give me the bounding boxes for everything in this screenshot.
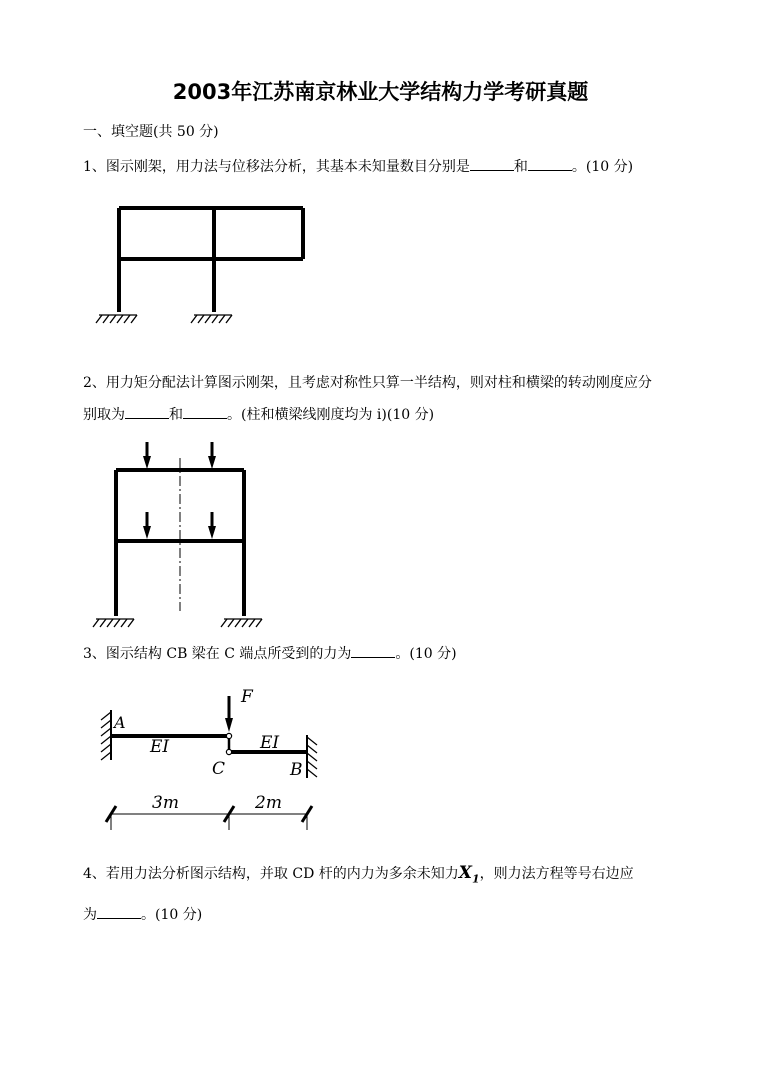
load-arrow-top-right [208, 442, 216, 469]
unknown-x1: $X_1$ [458, 863, 480, 886]
question-4-line1-end: ，则力法方程等号右边应 [479, 866, 634, 882]
hinge-lower [226, 749, 231, 754]
question-1-mid: 和 [513, 159, 528, 175]
label-b: B [290, 760, 303, 780]
frame-members [119, 208, 303, 312]
answer-blank-2b [183, 406, 227, 419]
wall-left [101, 710, 111, 760]
load-arrow-mid-right [208, 512, 216, 539]
answer-blank-1a [470, 158, 514, 171]
question-2-start: 别取为 [83, 407, 125, 423]
question-4-line-2 [83, 904, 202, 924]
answer-blank-3 [351, 645, 395, 658]
question-2-end: 。(柱和横梁线刚度均为 i)(10 分) [227, 407, 435, 423]
answer-blank-2a [125, 406, 169, 419]
figure-3-beam [90, 680, 330, 840]
fixed-support-right [191, 315, 232, 323]
question-3 [83, 643, 457, 663]
question-1-text: 1、图示刚架，用力法与位移法分析，其基本未知量数目分别是 [83, 159, 470, 175]
hinge-upper [226, 733, 231, 738]
question-3-text: 3、图示结构 CB 梁在 C 端点所受到的力为 [83, 646, 352, 662]
figure-2-frame [88, 436, 263, 631]
label-f: F [241, 687, 253, 707]
answer-blank-1b [528, 158, 572, 171]
fixed-support-right [221, 619, 262, 627]
question-4-line-1 [83, 863, 634, 885]
question-2-line-2 [83, 404, 434, 424]
dimension-2m: 2m [255, 793, 282, 813]
wall-right [307, 735, 317, 778]
page-title: 2003年江苏南京林业大学结构力学考研真题 [172, 80, 589, 104]
question-2-mid: 和 [169, 407, 183, 423]
load-arrow-top-left [143, 442, 151, 469]
label-ei-right: EI [260, 733, 280, 753]
question-4-start: 为 [83, 907, 97, 923]
question-3-end: 。(10 分) [395, 646, 457, 662]
fixed-support-left [93, 619, 134, 627]
label-ei-left: EI [150, 737, 170, 757]
question-4-end: 。(10 分) [141, 907, 203, 923]
question-2-line-1: 2、用力矩分配法计算图示刚架，且考虑对称性只算一半结构，则对柱和横梁的转动刚度应分 [83, 375, 652, 391]
section-heading: 一、填空题(共 50 分) [83, 124, 219, 140]
load-arrow-mid-left [143, 512, 151, 539]
label-a: A [114, 713, 126, 732]
question-1-end: 。(10 分) [571, 159, 634, 175]
dimension-3m: 3m [152, 793, 179, 813]
label-c: C [212, 759, 226, 779]
answer-blank-4 [97, 906, 141, 919]
question-1 [83, 156, 633, 176]
question-4-text: 4、若用力法分析图示结构，并取 CD 杆的内力为多余未知力 [83, 866, 459, 882]
load-arrow-f [225, 696, 233, 732]
figure-1-frame [90, 198, 320, 333]
fixed-support-left [96, 315, 137, 323]
